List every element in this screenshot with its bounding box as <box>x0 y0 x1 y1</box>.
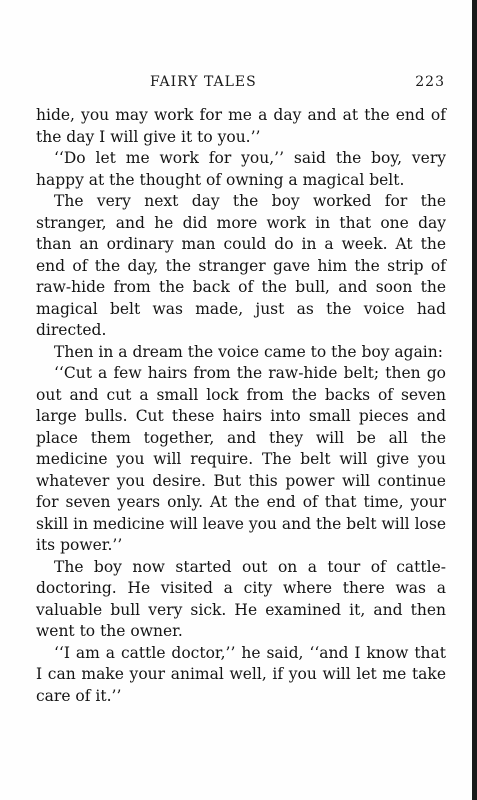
paragraph: The very next day the boy worked for the stranger, and he did more work in that one day than an ordinary man could do in a week. At the end of the day, the stranger gave him the strip of raw-hide from the back of the bull, and soon the magical belt was made, just as the voice had directed. <box>36 192 446 339</box>
paragraph: hide, you may work for me a day and at the end of the day I will give it to you.’’ <box>36 106 446 146</box>
paragraph: ‘‘I am a cattle doctor,’’ he said, ‘‘and I know that I can make your animal well, if you will let me take care of it.’’ <box>36 643 446 705</box>
page-header <box>150 74 445 94</box>
paragraph: Then in a dream the voice came to the boy again: <box>54 342 443 361</box>
page-number: 223 <box>415 74 445 90</box>
body-text <box>36 105 446 707</box>
paragraph: The boy now started out on a tour of cattle-doctoring. He visited a city where there was a valuable bull very sick. He examined it, and then went to the owner. <box>36 557 446 640</box>
running-title: FAIRY TALES <box>150 74 257 90</box>
paragraph: ‘‘Cut a few hairs from the raw-hide belt; then go out and cut a small lock from the backs of seven large bulls. Cut these hairs into small pieces and place them together, and they will be all the medicine you will require. The belt will give you whatever you desire. But this power will continue for seven years only. At the end of that time, your skill in medicine will leave you and the belt will lose its power.’’ <box>36 364 446 554</box>
paragraph: ‘‘Do let me work for you,’’ said the boy, very happy at the thought of owning a magical belt. <box>36 149 446 189</box>
